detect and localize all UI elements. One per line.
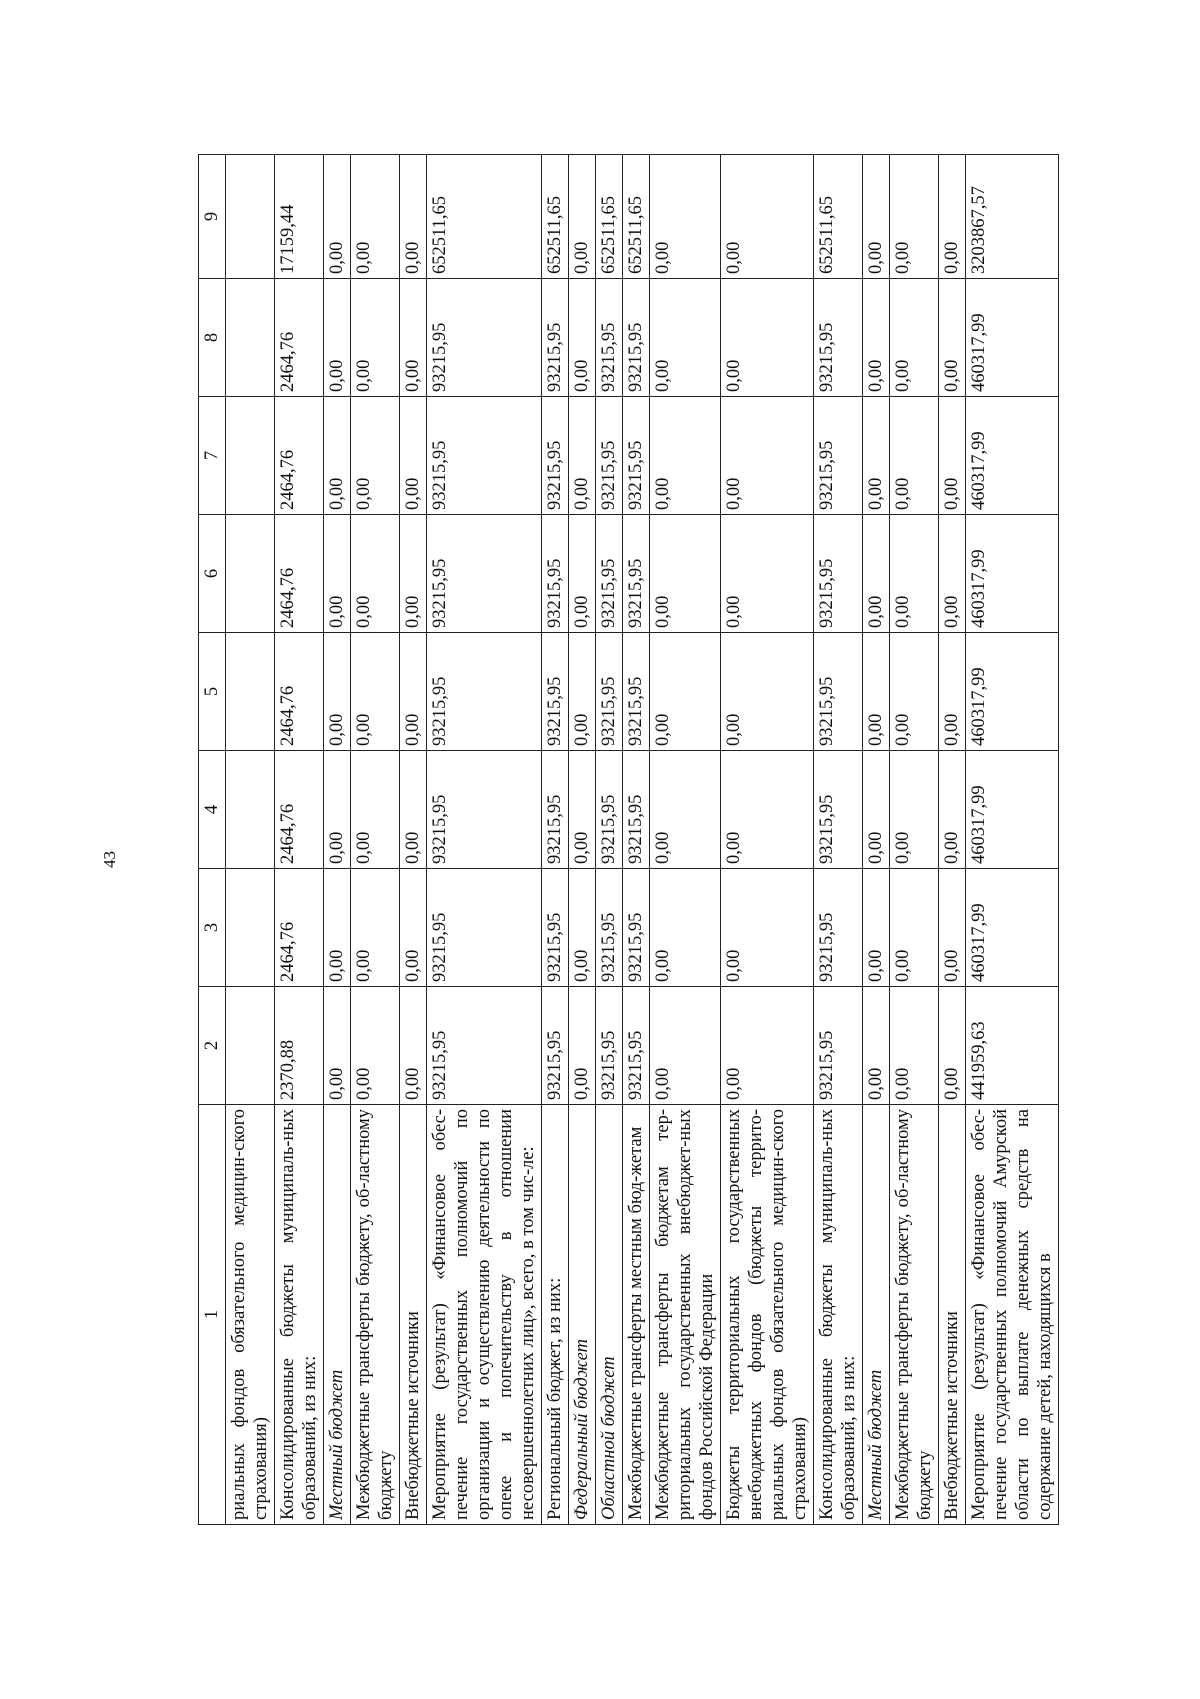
value-cell: 0,00 — [569, 751, 596, 869]
row-label: Федеральный бюджет — [569, 1105, 596, 1525]
value-cell: 93215,95 — [427, 751, 542, 869]
header-cell: 5 — [199, 633, 226, 751]
row-label: Внебюджетные источники — [939, 1105, 966, 1525]
row-label: Межбюджетные трансферты бюджетам тер-риториальных государственных внебюджет-ных фондов Российской Федерации — [650, 1105, 721, 1525]
value-cell: 441959,63 — [966, 987, 1059, 1105]
value-cell: 93215,95 — [623, 397, 650, 515]
value-cell: 93215,95 — [542, 987, 569, 1105]
value-cell: 0,00 — [863, 279, 890, 397]
value-cell: 0,00 — [400, 751, 427, 869]
value-cell: 0,00 — [939, 515, 966, 633]
row-label: риальных фондов обязательного медицин-ского страхования) — [226, 1105, 275, 1525]
value-cell: 0,00 — [721, 633, 814, 751]
value-cell — [226, 751, 275, 869]
value-cell: 0,00 — [863, 633, 890, 751]
value-cell: 0,00 — [721, 155, 814, 279]
value-cell: 0,00 — [400, 279, 427, 397]
value-cell: 0,00 — [890, 633, 939, 751]
value-cell: 93215,95 — [814, 515, 863, 633]
value-cell: 0,00 — [569, 279, 596, 397]
value-cell: 93215,95 — [596, 515, 623, 633]
value-cell: 0,00 — [351, 869, 400, 987]
value-cell: 93215,95 — [427, 869, 542, 987]
value-cell: 0,00 — [863, 869, 890, 987]
value-cell: 0,00 — [650, 987, 721, 1105]
value-cell: 460317,99 — [966, 397, 1059, 515]
value-cell: 0,00 — [863, 751, 890, 869]
value-cell: 93215,95 — [814, 751, 863, 869]
table-row — [569, 155, 596, 1525]
value-cell: 0,00 — [890, 279, 939, 397]
value-cell: 93215,95 — [623, 279, 650, 397]
table-header-row — [199, 155, 226, 1525]
value-cell: 460317,99 — [966, 279, 1059, 397]
budget-table — [198, 154, 1059, 1525]
value-cell: 0,00 — [569, 987, 596, 1105]
value-cell: 2464,76 — [275, 279, 324, 397]
value-cell: 460317,99 — [966, 751, 1059, 869]
table-body — [226, 155, 1059, 1525]
value-cell: 0,00 — [351, 397, 400, 515]
row-label: Межбюджетные трансферты местным бюд-жетам — [623, 1105, 650, 1525]
value-cell: 652511,65 — [427, 155, 542, 279]
value-cell: 0,00 — [324, 633, 351, 751]
value-cell: 2464,76 — [275, 633, 324, 751]
table-row — [966, 155, 1059, 1525]
table-row — [400, 155, 427, 1525]
value-cell: 0,00 — [939, 155, 966, 279]
value-cell: 0,00 — [650, 633, 721, 751]
value-cell: 0,00 — [890, 987, 939, 1105]
header-cell: 2 — [199, 987, 226, 1105]
value-cell: 93215,95 — [542, 869, 569, 987]
value-cell: 460317,99 — [966, 869, 1059, 987]
value-cell: 0,00 — [400, 515, 427, 633]
value-cell: 2464,76 — [275, 869, 324, 987]
value-cell: 93215,95 — [542, 515, 569, 633]
value-cell: 93215,95 — [427, 987, 542, 1105]
value-cell: 93215,95 — [596, 397, 623, 515]
value-cell — [226, 397, 275, 515]
value-cell: 0,00 — [890, 751, 939, 869]
value-cell: 0,00 — [650, 869, 721, 987]
value-cell: 0,00 — [939, 397, 966, 515]
value-cell: 0,00 — [939, 633, 966, 751]
table-wrapper — [198, 154, 1059, 1525]
value-cell: 93215,95 — [623, 869, 650, 987]
value-cell: 0,00 — [569, 515, 596, 633]
value-cell: 0,00 — [721, 515, 814, 633]
table-row — [650, 155, 721, 1525]
value-cell: 0,00 — [400, 987, 427, 1105]
value-cell: 93215,95 — [814, 633, 863, 751]
header-cell: 9 — [199, 155, 226, 279]
value-cell: 0,00 — [324, 751, 351, 869]
value-cell: 460317,99 — [966, 515, 1059, 633]
value-cell: 0,00 — [400, 633, 427, 751]
value-cell: 0,00 — [324, 155, 351, 279]
value-cell: 93215,95 — [814, 869, 863, 987]
row-label: Мероприятие (результат) «Финансовое обес-печение государственных полномочий Амурской области по выплате денежных средств на содержание детей, находящихся в — [966, 1105, 1059, 1525]
value-cell: 93215,95 — [623, 633, 650, 751]
value-cell — [226, 515, 275, 633]
table-row — [863, 155, 890, 1525]
value-cell: 0,00 — [863, 515, 890, 633]
value-cell: 0,00 — [890, 869, 939, 987]
value-cell: 93215,95 — [542, 751, 569, 869]
value-cell: 93215,95 — [596, 279, 623, 397]
value-cell: 93215,95 — [427, 515, 542, 633]
value-cell: 93215,95 — [623, 987, 650, 1105]
value-cell: 93215,95 — [623, 515, 650, 633]
value-cell: 652511,65 — [596, 155, 623, 279]
value-cell: 93215,95 — [814, 397, 863, 515]
value-cell: 93215,95 — [596, 751, 623, 869]
table-row — [542, 155, 569, 1525]
value-cell: 93215,95 — [814, 279, 863, 397]
value-cell: 93215,95 — [427, 633, 542, 751]
value-cell: 93215,95 — [814, 987, 863, 1105]
row-label: Региональный бюджет, из них: — [542, 1105, 569, 1525]
row-label: Межбюджетные трансферты бюджету, об-ластному бюджету — [890, 1105, 939, 1525]
page-number: 43 — [100, 851, 119, 868]
table-row — [226, 155, 275, 1525]
value-cell: 93215,95 — [596, 869, 623, 987]
value-cell: 652511,65 — [623, 155, 650, 279]
value-cell: 0,00 — [650, 751, 721, 869]
table-row — [351, 155, 400, 1525]
row-label: Межбюджетные трансферты бюджету, об-ластному бюджету — [351, 1105, 400, 1525]
header-cell: 3 — [199, 869, 226, 987]
value-cell: 0,00 — [890, 155, 939, 279]
value-cell: 0,00 — [569, 397, 596, 515]
row-label: Внебюджетные источники — [400, 1105, 427, 1525]
value-cell: 0,00 — [351, 279, 400, 397]
row-label: Местный бюджет — [863, 1105, 890, 1525]
value-cell: 2370,88 — [275, 987, 324, 1105]
table-row — [623, 155, 650, 1525]
value-cell: 0,00 — [324, 515, 351, 633]
row-label: Мероприятие (результат) «Финансовое обес-печение государственных полномочий по организации и осуществлению деятельности по опеке и попечительству в отношении несовершеннолетних лиц», всего, в том чис-ле: — [427, 1105, 542, 1525]
value-cell: 93215,95 — [427, 397, 542, 515]
value-cell: 0,00 — [863, 155, 890, 279]
value-cell: 0,00 — [721, 751, 814, 869]
value-cell: 0,00 — [721, 397, 814, 515]
value-cell: 460317,99 — [966, 633, 1059, 751]
row-label: Местный бюджет — [324, 1105, 351, 1525]
value-cell: 0,00 — [400, 397, 427, 515]
value-cell: 17159,44 — [275, 155, 324, 279]
value-cell: 0,00 — [351, 515, 400, 633]
value-cell: 93215,95 — [427, 279, 542, 397]
value-cell — [226, 633, 275, 751]
value-cell: 0,00 — [721, 279, 814, 397]
value-cell: 0,00 — [863, 987, 890, 1105]
table-row — [814, 155, 863, 1525]
value-cell: 0,00 — [939, 751, 966, 869]
value-cell: 0,00 — [721, 987, 814, 1105]
value-cell: 0,00 — [569, 633, 596, 751]
value-cell: 0,00 — [863, 397, 890, 515]
value-cell: 0,00 — [890, 397, 939, 515]
value-cell: 0,00 — [351, 987, 400, 1105]
value-cell: 3203867,57 — [966, 155, 1059, 279]
value-cell: 0,00 — [939, 279, 966, 397]
header-cell: 4 — [199, 751, 226, 869]
header-cell: 7 — [199, 397, 226, 515]
value-cell: 0,00 — [569, 869, 596, 987]
table-row — [324, 155, 351, 1525]
value-cell — [226, 279, 275, 397]
table-row — [427, 155, 542, 1525]
value-cell: 0,00 — [351, 633, 400, 751]
value-cell: 93215,95 — [596, 633, 623, 751]
value-cell: 0,00 — [650, 155, 721, 279]
value-cell: 0,00 — [351, 751, 400, 869]
row-label: Консолидированные бюджеты муниципаль-ных образований, из них: — [275, 1105, 324, 1525]
value-cell: 93215,95 — [623, 751, 650, 869]
value-cell: 0,00 — [650, 515, 721, 633]
value-cell: 2464,76 — [275, 751, 324, 869]
value-cell: 0,00 — [721, 869, 814, 987]
value-cell: 0,00 — [890, 515, 939, 633]
row-label: Областной бюджет — [596, 1105, 623, 1525]
value-cell: 93215,95 — [596, 987, 623, 1105]
value-cell: 652511,65 — [542, 155, 569, 279]
value-cell — [226, 869, 275, 987]
value-cell: 0,00 — [324, 397, 351, 515]
header-cell: 6 — [199, 515, 226, 633]
value-cell: 93215,95 — [542, 633, 569, 751]
table-row — [596, 155, 623, 1525]
value-cell: 0,00 — [400, 155, 427, 279]
value-cell: 2464,76 — [275, 515, 324, 633]
value-cell — [226, 987, 275, 1105]
table-row — [275, 155, 324, 1525]
value-cell: 0,00 — [650, 279, 721, 397]
value-cell: 93215,95 — [542, 279, 569, 397]
value-cell: 93215,95 — [542, 397, 569, 515]
value-cell: 0,00 — [400, 869, 427, 987]
row-label: Бюджеты территориальных государственных внебюджетных фондов (бюджеты террито-риальных фондов обязательного медицин-ского страхования) — [721, 1105, 814, 1525]
header-cell: 1 — [199, 1105, 226, 1525]
value-cell: 0,00 — [939, 987, 966, 1105]
value-cell: 0,00 — [939, 869, 966, 987]
value-cell: 0,00 — [650, 397, 721, 515]
value-cell: 0,00 — [324, 987, 351, 1105]
value-cell: 652511,65 — [814, 155, 863, 279]
table-row — [890, 155, 939, 1525]
value-cell: 0,00 — [324, 869, 351, 987]
table-row — [721, 155, 814, 1525]
value-cell: 0,00 — [324, 279, 351, 397]
value-cell: 0,00 — [351, 155, 400, 279]
value-cell: 0,00 — [569, 155, 596, 279]
header-cell: 8 — [199, 279, 226, 397]
value-cell: 2464,76 — [275, 397, 324, 515]
row-label: Консолидированные бюджеты муниципаль-ных образований, из них: — [814, 1105, 863, 1525]
value-cell — [226, 155, 275, 279]
table-row — [939, 155, 966, 1525]
